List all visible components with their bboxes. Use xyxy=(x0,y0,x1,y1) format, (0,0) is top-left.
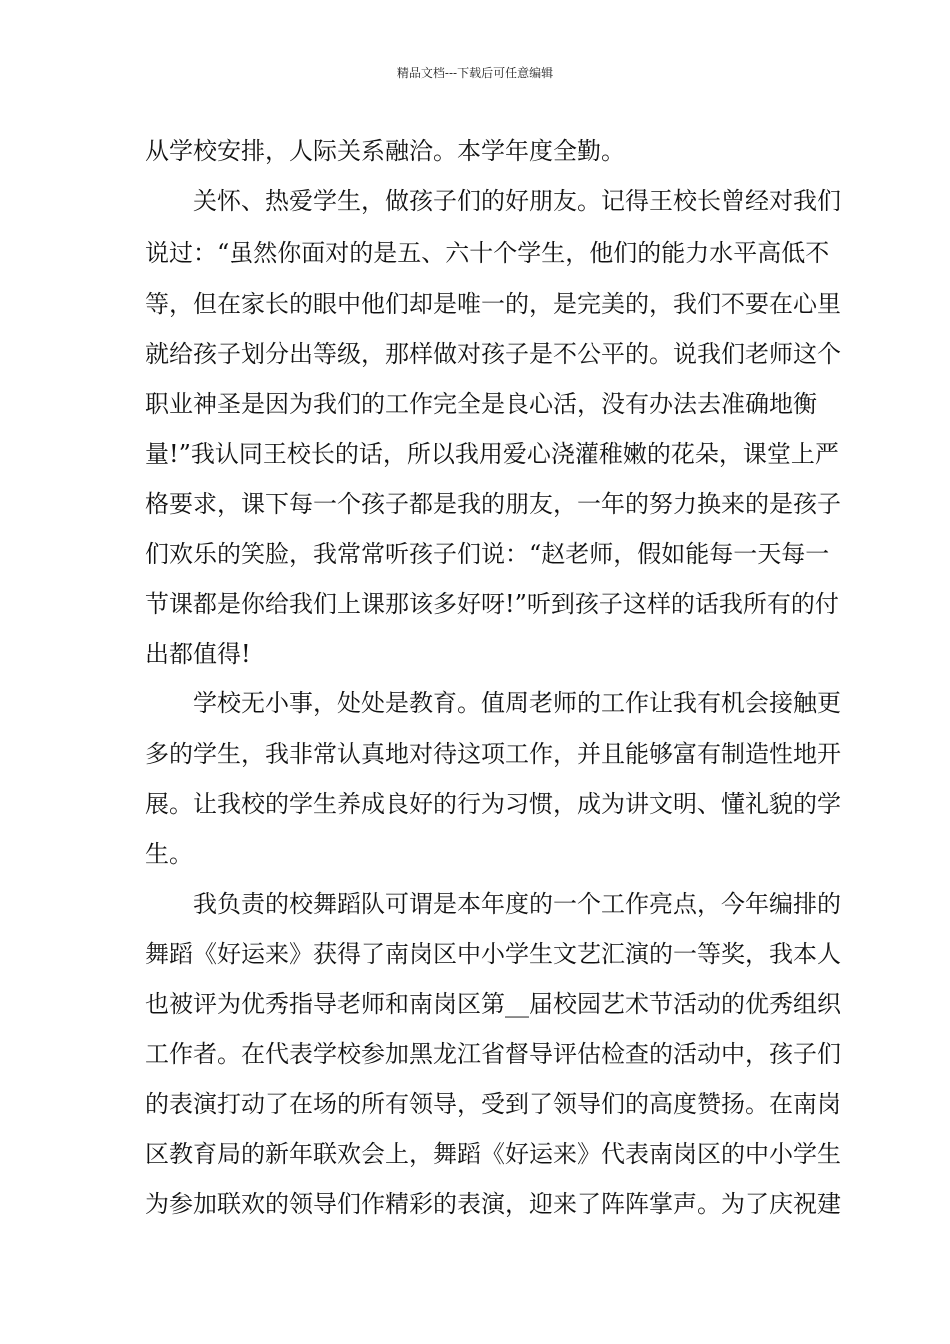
page-header: 精品文档---下载后可任意编辑 xyxy=(396,66,554,80)
text-line: 学校无小事，处处是教育。值周老师的工作让我有机会接触更 xyxy=(193,689,841,717)
text-line: 就给孩子划分出等级，那样做对孩子是不公平的。说我们老师这个 xyxy=(145,340,841,368)
text-line: 量!”我认同王校长的话，所以我用爱心浇灌稚嫩的花朵，课堂上严 xyxy=(145,440,839,468)
text-line: 从学校安排，人际关系融洽。本学年度全勤。 xyxy=(145,137,625,165)
text-line: 也被评为优秀指导老师和南岗区第__届校园艺术节活动的优秀组织 xyxy=(145,990,841,1018)
text-line: 展。让我校的学生养成良好的行为习惯，成为讲文明、懂礼貌的学 xyxy=(145,790,841,818)
text-line: 区教育局的新年联欢会上，舞蹈《好运来》代表南岗区的中小学生 xyxy=(145,1140,841,1168)
text-line: 舞蹈《好运来》获得了南岗区中小学生文艺汇演的一等奖，我本人 xyxy=(145,940,841,968)
text-line: 说过：“虽然你面对的是五、六十个学生，他们的能力水平高低不 xyxy=(145,239,830,267)
text-line: 出都值得! xyxy=(145,640,251,668)
text-line: 多的学生，我非常认真地对待这项工作，并且能够富有制造性地开 xyxy=(145,740,841,768)
text-line: 生。 xyxy=(145,840,193,868)
text-line: 们欢乐的笑脸，我常常听孩子们说：“赵老师，假如能每一天每一 xyxy=(145,540,830,568)
text-line: 为参加联欢的领导们作精彩的表演，迎来了阵阵掌声。为了庆祝建 xyxy=(145,1190,841,1218)
text-line: 关怀、热爱学生，做孩子们的好朋友。记得王校长曾经对我们 xyxy=(193,187,841,215)
text-line: 格要求，课下每一个孩子都是我的朋友，一年的努力换来的是孩子 xyxy=(145,490,841,518)
text-line: 职业神圣是因为我们的工作完全是良心活，没有办法去准确地衡 xyxy=(145,390,817,418)
text-line: 我负责的校舞蹈队可谓是本年度的一个工作亮点，今年编排的 xyxy=(193,890,841,918)
text-line: 工作者。在代表学校参加黑龙江省督导评估检查的活动中，孩子们 xyxy=(145,1040,841,1068)
text-line: 等，但在家长的眼中他们却是唯一的，是完美的，我们不要在心里 xyxy=(145,290,841,318)
text-line: 节课都是你给我们上课那该多好呀!”听到孩子这样的话我所有的付 xyxy=(145,590,839,618)
text-line: 的表演打动了在场的所有领导，受到了领导们的高度赞扬。在南岗 xyxy=(145,1090,841,1118)
